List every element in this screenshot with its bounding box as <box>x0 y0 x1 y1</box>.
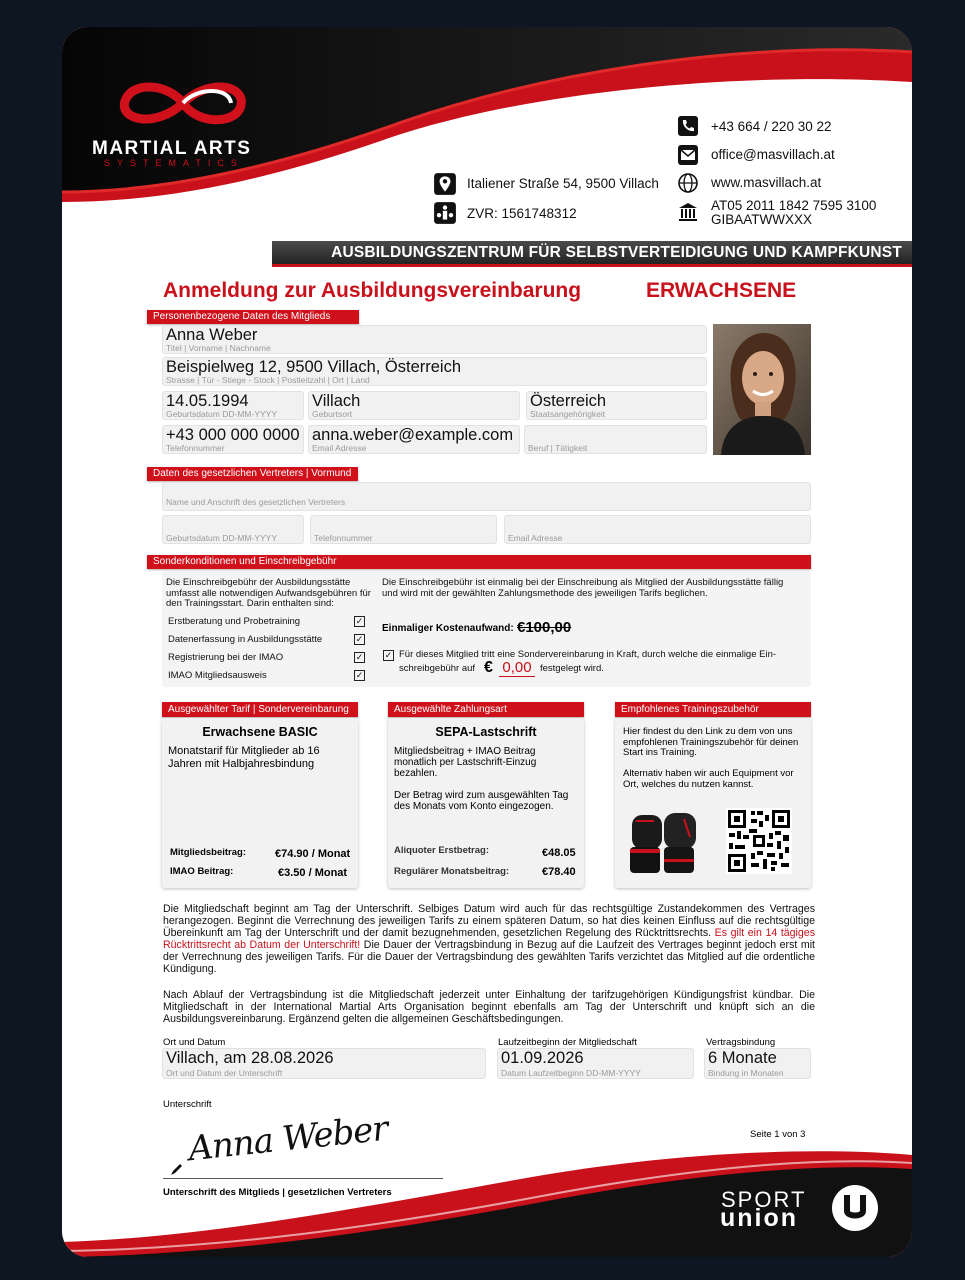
fees-cost-label: Einmaliger Kostenaufwand: <box>382 623 514 634</box>
page-title: Anmeldung zur Ausbildungsvereinbarung <box>163 279 582 302</box>
member-email-placeholder: Email Adresse <box>312 443 367 453</box>
boxing-gloves-image <box>624 809 704 879</box>
member-address-value: Beispielweg 12, 9500 Villach, Österreich <box>166 358 462 376</box>
contact-email: office@masvillach.at <box>711 147 835 162</box>
section-tarif: Ausgewählter Tarif | Sondervereinbarung <box>162 702 358 717</box>
terms-paragraph-1 <box>163 903 815 975</box>
fees-item-4: IMAO Mitgliedsausweis <box>168 670 267 681</box>
place-date-placeholder: Ort und Datum der Unterschrift <box>166 1068 283 1078</box>
special-agreement-text-3: festgelegt wird. <box>540 663 604 674</box>
equipment-text-2: Alternativ haben wir auch Equipment vor Ort, welches du nutzen kannst. <box>623 768 794 790</box>
special-agreement-text-1: Für dieses Mitglied tritt eine Sondervereinbarung in Kraft, durch welche die einmalige Ein- <box>399 649 777 660</box>
guardian-phone-placeholder: Telefonnummer <box>314 533 373 543</box>
terms-text-1a: Die Mitgliedschaft beginnt am Tag der Unterschrift. Selbiges Datum wird auch für das rechtsgültige Zustandekommen des Vertrages herangezogen. Beginnt die Verrechnung des jeweiligen Tarifs zu einem späteren Datum, so hat dies keinen Einfluss auf die rechtsgültige Übereinkunft am Tag der Unterschrift und der damit bezugnehmenden, gesetzlichen Regelung des Rücktrittsrechts. <box>163 903 815 939</box>
member-birthplace-value: Villach <box>312 392 361 410</box>
payment-first-label: Aliquoter Erstbetrag: <box>394 845 490 856</box>
guardian-email-field[interactable] <box>504 515 811 544</box>
fees-right-text: Die Einschreibgebühr ist einmalig bei der Einschreibung als Mitglied der Ausbildungsstätte fällig und wird mit der gewählten Zahlungsmethode des jeweiligen Tarifs beglichen. <box>382 577 784 599</box>
location-pin-icon <box>433 172 457 196</box>
brand-subtitle: SYSTEMATICS <box>104 158 244 168</box>
payment-name: SEPA-Lastschrift <box>435 725 537 739</box>
page-number: Seite 1 von 3 <box>750 1129 806 1140</box>
start-date-value: 01.09.2026 <box>501 1049 584 1067</box>
start-date-placeholder: Datum Laufzeitbeginn DD-MM-YYYY <box>501 1068 641 1078</box>
start-date-label: Laufzeitbeginn der Mitgliedschaft <box>498 1037 637 1048</box>
member-birthplace-field[interactable] <box>308 391 520 420</box>
guardian-name-field[interactable] <box>162 482 811 511</box>
pen-icon <box>169 1163 183 1177</box>
place-date-label: Ort und Datum <box>163 1037 226 1048</box>
member-name-field[interactable] <box>162 325 707 354</box>
section-fees: Sonderkonditionen und Einschreibgebühr <box>147 555 811 569</box>
sport-union-logo-bottom: union <box>720 1204 799 1232</box>
terms-withdrawal-notice: Es gilt ein 14 tägiges Rücktrittsrecht ab Datum der Unterschrift! <box>163 927 815 951</box>
bank-icon <box>677 201 699 223</box>
fees-item-4-checkbox[interactable]: ✓ <box>355 670 364 680</box>
section-payment: Ausgewählte Zahlungsart <box>388 702 584 717</box>
binding-placeholder: Bindung in Monaten <box>708 1068 784 1078</box>
registration-form-page <box>62 27 912 1257</box>
phone-icon <box>677 115 699 137</box>
payment-description-2: Der Betrag wird zum ausgewählten Tag des Monats vom Konto eingezogen. <box>394 790 569 812</box>
guardian-name-placeholder: Name und Anschrift des gesetzlichen Vertreters <box>166 497 346 507</box>
guardian-birthdate-placeholder: Geburtsdatum DD-MM-YYYY <box>166 533 277 543</box>
special-agreement-checkbox[interactable]: ✓ <box>384 650 393 660</box>
guardian-email-placeholder: Email Adresse <box>508 533 563 543</box>
member-email-value: anna.weber@example.com <box>312 426 514 444</box>
start-date-field[interactable] <box>497 1048 694 1079</box>
fees-item-3-checkbox[interactable]: ✓ <box>355 652 364 662</box>
member-birthdate-value: 14.05.1994 <box>166 392 249 410</box>
fees-item-2: Datenerfassung in Ausbildungsstätte <box>168 634 323 645</box>
signature-label: Unterschrift <box>163 1099 212 1110</box>
page-title-category: ERWACHSENE <box>646 279 797 302</box>
member-birthplace-placeholder: Geburtsort <box>312 409 353 419</box>
signature-caption: Unterschrift des Mitglieds | gesetzlichen Vertreters <box>163 1187 392 1198</box>
member-job-placeholder: Beruf | Tätigkeit <box>528 443 588 453</box>
member-name-placeholder: Titel | Vorname | Nachname <box>166 343 271 353</box>
section-member-data: Personenbezogene Daten des Mitglieds <box>147 310 359 324</box>
binding-field[interactable] <box>704 1048 811 1079</box>
tarif-fee-label: Mitgliedsbeitrag: <box>170 847 247 858</box>
brand-name: MARTIAL ARTS <box>92 138 252 159</box>
tarif-imao-value: €3.50 / Monat <box>278 867 348 879</box>
contact-iban: AT05 2011 1842 7595 3100 <box>711 198 877 213</box>
member-nationality-field[interactable] <box>526 391 707 420</box>
binding-label: Vertragsbindung <box>706 1037 776 1048</box>
tarif-name: Erwachsene BASIC <box>202 725 318 739</box>
special-agreement-euro: € <box>484 659 493 676</box>
member-email-field[interactable] <box>308 425 520 454</box>
equipment-text-1: Hier findest du den Link zu dem von uns empfohlenen Trainingszubehör für deinen Start ins Training. <box>623 726 799 758</box>
contact-bic: GIBAATWWXXX <box>711 212 813 227</box>
signature-line <box>163 1178 443 1179</box>
member-birthdate-placeholder: Geburtsdatum DD-MM-YYYY <box>166 409 277 419</box>
member-phone-placeholder: Telefonnummer <box>166 443 225 453</box>
binding-value: 6 Monate <box>708 1049 777 1067</box>
member-phone-field[interactable] <box>162 425 304 454</box>
special-agreement-value[interactable]: 0,00 <box>499 659 535 677</box>
contact-phone: +43 664 / 220 30 22 <box>711 119 832 134</box>
member-job-field[interactable] <box>524 425 707 454</box>
tarif-fee-value: €74.90 / Monat <box>275 848 351 860</box>
section-equipment: Empfohlenes Trainingszubehör <box>615 702 811 717</box>
payment-monthly-value: €78.40 <box>542 866 576 878</box>
payment-monthly-label: Regulärer Monatsbeitrag: <box>394 866 510 877</box>
contact-zvr: ZVR: 1561748312 <box>467 206 577 221</box>
globe-icon <box>677 172 699 194</box>
member-signature[interactable]: Anna Weber <box>186 1108 390 1170</box>
martial-arts-logo-icon <box>117 73 249 133</box>
tarif-panel <box>162 718 358 888</box>
banner-text: AUSBILDUNGSZENTRUM FÜR SELBSTVERTEIDIGUNG UND KAMPFKUNST <box>331 244 902 261</box>
guardian-birthdate-field[interactable] <box>162 515 304 544</box>
payment-first-value: €48.05 <box>542 847 576 859</box>
section-guardian-data: Daten des gesetzlichen Vertreters | Vormund <box>147 467 358 481</box>
fees-item-3: Registrierung bei der IMAO <box>168 652 284 663</box>
qr-code[interactable] <box>726 808 792 874</box>
fees-left-text: Die Einschreibgebühr der Ausbildungsstätte umfasst alle notwendigen Aufwandsgebühren für den Trainingsstart. Darin enthalten sind: <box>166 577 371 609</box>
sport-union-u-icon <box>830 1183 880 1233</box>
member-nationality-placeholder: Staatsangehörigkeit <box>530 409 606 419</box>
fees-item-1-checkbox[interactable]: ✓ <box>355 616 364 626</box>
special-agreement-text-2: schreibgebühr auf <box>399 663 476 674</box>
member-birthdate-field[interactable] <box>162 391 304 420</box>
member-name-value: Anna Weber <box>166 326 258 344</box>
member-address-field[interactable] <box>162 357 707 386</box>
contact-website: www.masvillach.at <box>711 175 822 190</box>
tarif-imao-label: IMAO Beitrag: <box>170 866 234 877</box>
place-date-value: Villach, am 28.08.2026 <box>166 1049 334 1067</box>
fees-item-1: Erstberatung und Probetraining <box>168 616 301 627</box>
contact-address: Italiener Straße 54, 9500 Villach <box>467 176 659 191</box>
member-nationality-value: Österreich <box>530 392 607 410</box>
fees-cost-value: €100,00 <box>517 619 572 636</box>
member-phone-value: +43 000 000 0000 <box>166 426 300 444</box>
payment-description-1: Mitgliedsbeitrag + IMAO Beitrag monatlich per Lastschrift-Einzug bezahlen. <box>394 746 537 779</box>
member-photo <box>713 324 811 455</box>
member-address-placeholder: Strasse | Tür - Stiege - Stock | Postleitzahl | Ort | Land <box>166 375 370 385</box>
header-banner <box>272 241 912 267</box>
place-date-field[interactable] <box>162 1048 486 1079</box>
tarif-description: Monatstarif für Mitglieder ab 16 Jahren mit Halbjahresbindung <box>168 745 320 770</box>
fees-item-2-checkbox[interactable]: ✓ <box>355 634 364 644</box>
terms-text-1c: Die Dauer der Vertragsbindung in Bezug auf die Laufzeit des Vertrages beginnt jedoch erst mit der Verrechnung des jeweiligen Tarifs. Für die Dauer der Vertragsbindung des gewählten Tarifs verzichtet das Mitglied auf die ordentliche Kündigung. <box>163 939 815 975</box>
terms-paragraph-2: Nach Ablauf der Vertragsbindung ist die Mitgliedschaft jederzeit unter Einhaltung der tarifzugehörigen Kündigungsfrist kündbar. Die Mitgliedschaft in der International Martial Arts Organisation beginnt ebenfalls am Tag der Unterschrift und knüpft sich an die Ausbildungsvereinbarung. Ergänzend gelten die allgemeinen Geschäftsbedingungen. <box>163 989 815 1025</box>
organization-icon <box>433 201 457 225</box>
sport-union-logo-top: SPORT <box>721 1187 807 1212</box>
guardian-phone-field[interactable] <box>310 515 497 544</box>
email-icon <box>677 144 699 166</box>
